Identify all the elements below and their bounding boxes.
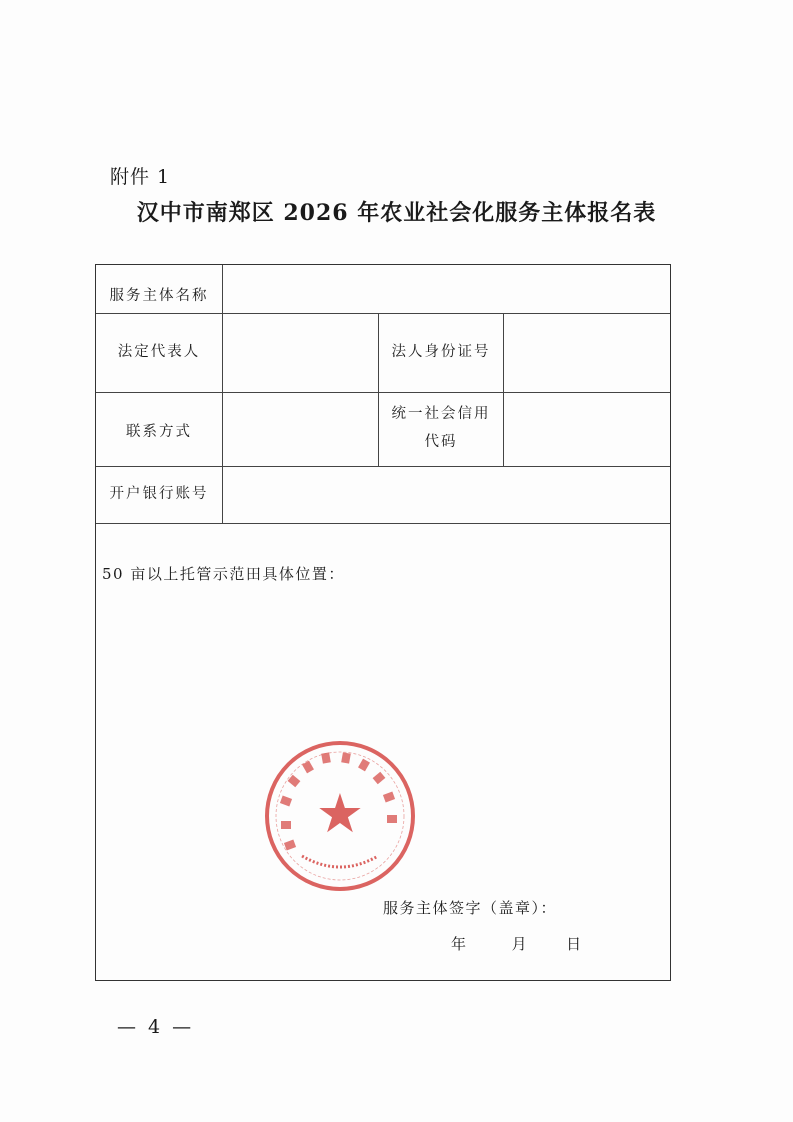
entity-name-label: 服务主体名称 (109, 288, 209, 305)
location-label: 50 亩以上托管示范田具体位置： (102, 565, 345, 583)
row-divider (96, 523, 670, 524)
signature-date (451, 933, 581, 954)
form-title: 汉中市南郑区 2026 年农业社会化服务主体报名表 (136, 200, 657, 226)
contact-label: 联系方式 (126, 424, 192, 441)
legal-rep-label: 法定代表人 (117, 343, 201, 360)
credit-code-field[interactable] (504, 393, 671, 466)
official-seal-stamp (262, 738, 418, 894)
legal-id-field[interactable] (504, 314, 671, 392)
entity-name-field[interactable] (223, 265, 671, 313)
signature-label: 服务主体签字（盖章）： (383, 899, 558, 917)
date-month: 月 (511, 935, 527, 953)
bank-account-label: 开户银行账号 (109, 485, 209, 502)
credit-code-label-line2: 代码 (424, 434, 458, 450)
date-day: 日 (566, 935, 582, 953)
page-number: — 4 — (117, 1016, 195, 1038)
legal-rep-field[interactable] (223, 314, 378, 392)
bank-account-field[interactable] (223, 467, 671, 523)
seal-star-icon: ★ (315, 782, 365, 845)
credit-code-label (379, 392, 503, 466)
date-year: 年 (451, 935, 467, 953)
credit-code-label-line1: 统一社会信用 (391, 406, 491, 423)
contact-field[interactable] (223, 393, 378, 466)
legal-id-label: 法人身份证号 (391, 343, 491, 360)
attachment-label: 附件 1 (110, 166, 171, 188)
